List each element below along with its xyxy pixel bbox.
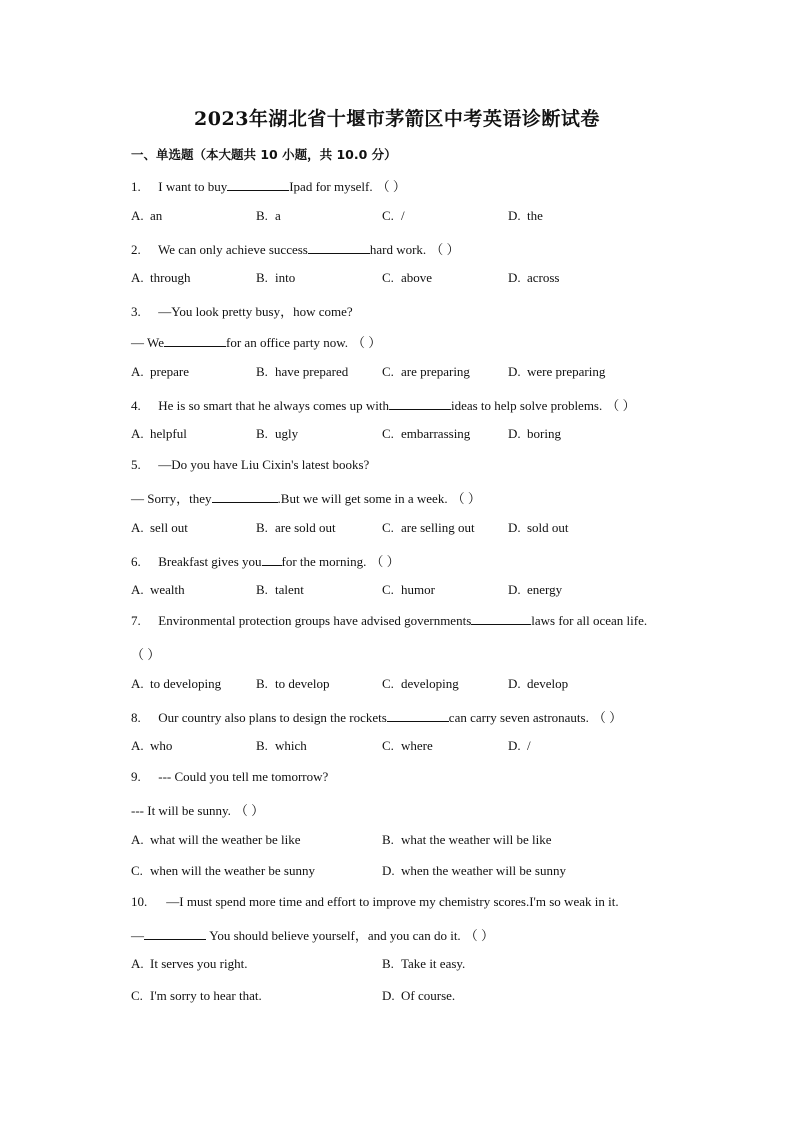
question-number: 1.: [131, 179, 141, 194]
option-b[interactable]: B. are sold out: [256, 520, 336, 535]
question-text: — We: [131, 335, 165, 350]
question-7: [131, 613, 647, 629]
option-a[interactable]: A. sell out: [131, 520, 188, 535]
question-9: [131, 769, 328, 785]
question-text: for an office party now.: [226, 335, 349, 350]
question-number: 7.: [131, 613, 141, 628]
option-d[interactable]: D. the: [508, 208, 543, 223]
option-c[interactable]: C. are preparing: [382, 364, 470, 379]
option-c[interactable]: C. humor: [382, 582, 435, 597]
answer-paren: （ ）: [451, 491, 481, 506]
page-title: 2023年湖北省十堰市茅箭区中考英语诊断试卷: [194, 108, 600, 130]
question-text: laws for all ocean life.: [531, 613, 648, 628]
option-d[interactable]: D. develop: [508, 676, 569, 691]
question-10-line-2: [131, 925, 494, 944]
answer-paren: （ ）: [370, 554, 400, 569]
answer-paren: （ ）: [234, 803, 265, 818]
question-2: [131, 239, 459, 258]
option-b[interactable]: B. ugly: [256, 426, 299, 441]
question-3: [131, 301, 353, 320]
answer-paren: （ ）: [352, 335, 382, 350]
option-a[interactable]: A. what will the weather be like: [131, 832, 301, 847]
question-number: 2.: [131, 242, 141, 257]
answer-blank: [389, 398, 451, 410]
question-text: —Do you have Liu Cixin's latest books?: [158, 457, 370, 472]
question-text: —You look pretty busy，how come?: [158, 304, 353, 319]
answer-paren: （ ）: [376, 179, 406, 194]
question-number: 4.: [131, 398, 141, 413]
option-c[interactable]: C. where: [382, 738, 433, 753]
option-d[interactable]: D. when the weather will be sunny: [382, 863, 566, 878]
option-d[interactable]: D. sold out: [508, 520, 569, 535]
question-text: We can only achieve success: [158, 242, 308, 257]
option-d[interactable]: D. energy: [508, 582, 563, 597]
option-c[interactable]: C. embarrassing: [382, 426, 471, 441]
question-number: 9.: [131, 769, 141, 784]
question-6: [131, 551, 400, 570]
option-d[interactable]: D. /: [508, 738, 531, 753]
option-a[interactable]: A. through: [131, 270, 191, 285]
question-number: 8.: [131, 710, 141, 725]
answer-blank: [471, 613, 531, 625]
option-d[interactable]: D. boring: [508, 426, 561, 441]
question-text: He is so smart that he always comes up with: [158, 398, 389, 413]
question-text: can carry seven astronauts.: [448, 710, 589, 725]
answer-blank: [227, 179, 289, 191]
option-c[interactable]: C. /: [382, 208, 405, 223]
question-7-line-2: [131, 644, 160, 663]
option-a[interactable]: A. prepare: [131, 364, 189, 379]
option-a[interactable]: A. helpful: [131, 426, 187, 441]
answer-blank: [144, 928, 206, 940]
option-d[interactable]: D. across: [508, 270, 560, 285]
option-a[interactable]: A. wealth: [131, 582, 185, 597]
option-d[interactable]: D. were preparing: [508, 364, 606, 379]
question-text: Environmental protection groups have advised governments: [158, 613, 472, 628]
option-b[interactable]: B. talent: [256, 582, 304, 597]
question-text: Breakfast gives you: [158, 554, 262, 569]
question-text: You should believe yourself，and you can do it.: [209, 928, 461, 943]
question-text: — Sorry，they: [131, 491, 212, 506]
question-text: I want to buy: [158, 179, 228, 194]
option-b[interactable]: B. have prepared: [256, 364, 349, 379]
answer-blank: [164, 335, 226, 347]
question-10: [131, 894, 619, 910]
question-1: [131, 176, 406, 195]
question-number: 5.: [131, 457, 141, 472]
answer-paren: （ ）: [131, 647, 161, 662]
option-a[interactable]: A. who: [131, 738, 173, 753]
question-9-line-2: [131, 800, 264, 819]
question-text: Our country also plans to design the rockets: [158, 710, 387, 725]
option-c[interactable]: C. developing: [382, 676, 459, 691]
option-b[interactable]: B. which: [256, 738, 307, 753]
answer-paren: （ ）: [430, 242, 460, 257]
option-b[interactable]: B. to develop: [256, 676, 330, 691]
question-5: [131, 457, 369, 473]
answer-paren: （ ）: [464, 928, 494, 943]
question-text: hard work.: [369, 242, 427, 257]
option-c[interactable]: C. when will the weather be sunny: [131, 863, 315, 878]
question-number: 10.: [131, 894, 148, 909]
question-text: --- Could you tell me tomorrow?: [158, 769, 329, 784]
question-text: —I must spend more time and effort to improve my chemistry scores.I'm so weak in it.: [166, 894, 619, 909]
question-8: [131, 707, 622, 726]
question-text: Ipad for myself.: [289, 179, 373, 194]
answer-blank: [212, 491, 278, 503]
question-text: —: [131, 928, 144, 943]
option-c[interactable]: C. above: [382, 270, 433, 285]
answer-blank: [308, 242, 370, 254]
option-b[interactable]: B. a: [256, 208, 281, 223]
question-number: 3.: [131, 304, 141, 319]
question-number: 6.: [131, 554, 141, 569]
option-d[interactable]: D. Of course.: [382, 988, 456, 1003]
question-text: ideas to help solve problems.: [450, 398, 603, 413]
answer-paren: （ ）: [592, 710, 623, 725]
question-text: --- It will be sunny.: [131, 803, 231, 818]
option-a[interactable]: A. It serves you right.: [131, 956, 248, 971]
option-b[interactable]: B. Take it easy.: [382, 956, 466, 971]
section-heading: 一、单选题（本大题共 10 小题，共 10.0 分）: [131, 147, 397, 162]
answer-paren: （ ）: [606, 398, 636, 413]
question-text: for the morning.: [281, 554, 367, 569]
option-b[interactable]: B. what the weather will be like: [382, 832, 552, 847]
answer-blank: [387, 710, 449, 722]
question-4: [131, 395, 636, 414]
option-c[interactable]: C. I'm sorry to hear that.: [131, 988, 262, 1003]
answer-blank: [262, 554, 282, 566]
option-c[interactable]: C. are selling out: [382, 520, 475, 535]
question-text: .But we will get some in a week.: [277, 491, 448, 506]
question-5-line-2: [131, 488, 481, 507]
question-3-line-2: [131, 332, 381, 351]
option-a[interactable]: A. to developing: [131, 676, 222, 691]
option-a[interactable]: A. an: [131, 208, 163, 223]
option-b[interactable]: B. into: [256, 270, 296, 285]
